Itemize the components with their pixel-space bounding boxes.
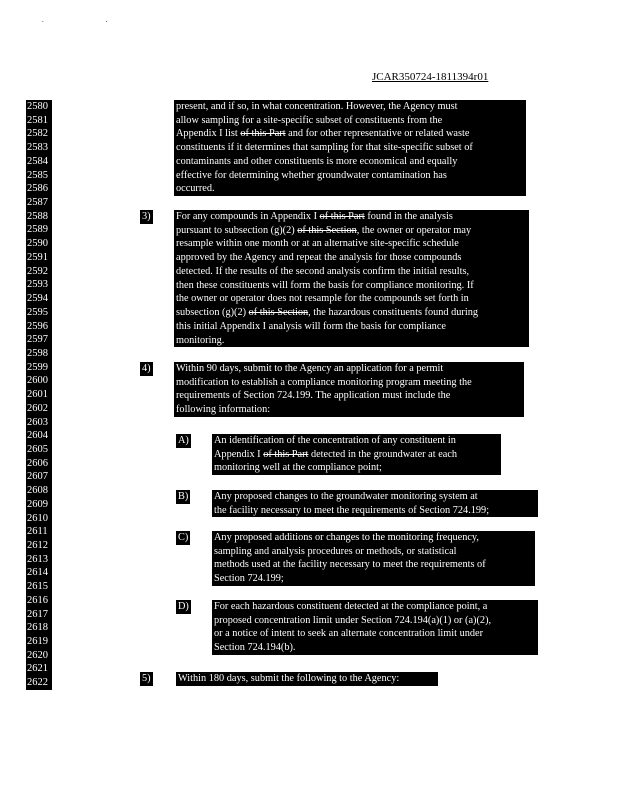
text-line: monitoring.: [176, 334, 225, 346]
text-line: pursuant to subsection (g)(2) of this Section, the owner or operator may: [176, 224, 472, 236]
line-number: 2598: [27, 347, 48, 359]
item-5-label: 5): [142, 673, 151, 684]
text-line: For each hazardous constituent detected at the compliance point, a: [214, 601, 488, 612]
line-number: 2584: [27, 155, 48, 167]
line-number: 2613: [27, 553, 48, 565]
text-line: allow sampling for a site-specific subset of constituents from the: [176, 114, 443, 126]
text-line: Section 724.194(b).: [214, 642, 296, 654]
line-number: 2588: [27, 210, 48, 222]
text-line: occurred.: [176, 183, 215, 195]
item-c-label: C): [178, 532, 189, 543]
line-number-column: [26, 100, 52, 690]
struck-text: of this Part: [240, 128, 286, 140]
line-number: 2621: [27, 663, 48, 675]
line-number: 2614: [27, 567, 48, 579]
item-5-text: [176, 672, 438, 686]
line-number: 2600: [27, 375, 48, 387]
text-line: detected. If the results of the second analysis confirm the initial results,: [176, 265, 470, 277]
text-line: An identification of the concentration of any constituent in: [214, 435, 456, 446]
text-line: present, and if so, in what concentration. However, the Agency must: [176, 101, 458, 112]
line-number: 2610: [27, 512, 48, 524]
line-number: 2611: [27, 526, 48, 538]
text-line: Any proposed additions or changes to the monitoring frequency,: [214, 532, 479, 543]
text-line: effective for determining whether groundwater contamination has: [176, 169, 447, 181]
text-line: For any compounds in Appendix I of this Part found in the analysis: [176, 211, 453, 222]
line-number: 2605: [27, 443, 48, 455]
item-3-label: 3): [142, 211, 151, 222]
line-number: 2617: [27, 608, 48, 620]
line-number: 2607: [27, 471, 48, 483]
line-number: 2602: [27, 402, 48, 414]
item-b-text: [212, 490, 538, 517]
item-d-label: D): [178, 601, 189, 612]
text-line: approved by the Agency and repeat the analysis for those compounds: [176, 252, 462, 264]
line-number: 2608: [27, 485, 48, 497]
text-line: methods used at the facility necessary to meet the requirements of: [214, 559, 486, 571]
item-4-text: [174, 362, 524, 417]
text-line: Any proposed changes to the groundwater monitoring system at: [214, 491, 478, 502]
text-line: contaminants and other constituents is more economical and equally: [176, 155, 458, 167]
paragraph-intro: [174, 100, 526, 196]
line-number: 2622: [27, 677, 48, 689]
text-line: this initial Appendix I analysis will form the basis for compliance: [176, 320, 446, 332]
item-b-label: B): [178, 491, 189, 502]
item-3-text: [174, 210, 529, 347]
line-number: 2601: [27, 389, 48, 401]
text-line: resample within one month or at an alternative site-specific schedule: [176, 238, 459, 250]
line-number: 2609: [27, 498, 48, 510]
text-line: constituents if it determines that sampling for that site-specific subset of: [176, 142, 473, 154]
line-number: 2586: [27, 183, 48, 195]
item-a-text: [212, 434, 501, 475]
struck-text: of this Part: [263, 448, 309, 460]
line-number: 2582: [27, 128, 48, 140]
line-number: 2616: [27, 594, 48, 606]
line-number: 2589: [27, 224, 48, 236]
item-d-text: [212, 600, 538, 655]
text-line: requirements of Section 724.199. The application must include the: [176, 390, 451, 402]
text-line: the facility necessary to meet the requirements of Section 724.199;: [214, 504, 490, 516]
line-number: 2599: [27, 361, 48, 373]
document-id: JCAR350724-1811394r01: [372, 71, 489, 83]
line-number: 2604: [27, 430, 48, 442]
text-line: subsection (g)(2) of this Section, the hazardous constituents found during: [176, 307, 479, 319]
text-line: Appendix I of this Part detected in the groundwater at each: [214, 448, 458, 460]
item-4-label: 4): [142, 363, 151, 374]
text-line: the owner or operator does not resample for the compounds set forth in: [176, 293, 469, 305]
text-line: proposed concentration limit under Section 724.194(a)(1) or (a)(2),: [214, 614, 492, 626]
line-number: 2612: [27, 540, 48, 551]
struck-text: of this Part: [319, 211, 365, 222]
line-number: 2585: [27, 169, 48, 181]
text-line: sampling and analysis procedures or methods, or statistical: [214, 545, 457, 557]
line-number: 2596: [27, 320, 48, 332]
line-number: 2583: [27, 142, 48, 154]
line-number: 2618: [27, 622, 48, 634]
scan-marks: . .: [42, 16, 138, 24]
line-number: 2587: [27, 197, 48, 209]
line-number: 2591: [27, 251, 48, 263]
line-number: 2603: [27, 416, 48, 428]
line-number: 2592: [27, 265, 48, 277]
line-number: 2595: [27, 306, 48, 318]
line-number: 2597: [27, 334, 48, 346]
struck-text: of this Section: [297, 224, 357, 236]
text-line: or a notice of intent to seek an alternate concentration limit under: [214, 628, 484, 640]
text-line: Appendix I list of this Part and for other representative or related waste: [176, 128, 470, 140]
text-line: modification to establish a compliance monitoring program meeting the: [176, 376, 472, 388]
item-a-label: A): [178, 435, 189, 446]
text-line: then these constituents will form the basis for compliance monitoring. If: [176, 279, 474, 291]
text-line: Section 724.199;: [214, 573, 284, 585]
line-number: 2581: [27, 114, 48, 126]
text-line: Within 180 days, submit the following to the Agency:: [178, 673, 400, 684]
text-line: following information:: [176, 404, 271, 416]
item-c-text: [212, 531, 535, 586]
text-line: monitoring well at the compliance point;: [214, 462, 382, 474]
line-number: 2593: [27, 279, 48, 291]
line-number: 2619: [27, 636, 48, 648]
line-number: 2615: [27, 581, 48, 593]
line-number: 2606: [27, 457, 48, 469]
line-number: 2580: [27, 101, 48, 112]
line-number: 2590: [27, 238, 48, 250]
text-line: Within 90 days, submit to the Agency an application for a permit: [176, 363, 444, 374]
line-number: 2594: [27, 293, 48, 305]
struck-text: of this Section: [248, 307, 309, 319]
line-number: 2620: [27, 649, 48, 661]
